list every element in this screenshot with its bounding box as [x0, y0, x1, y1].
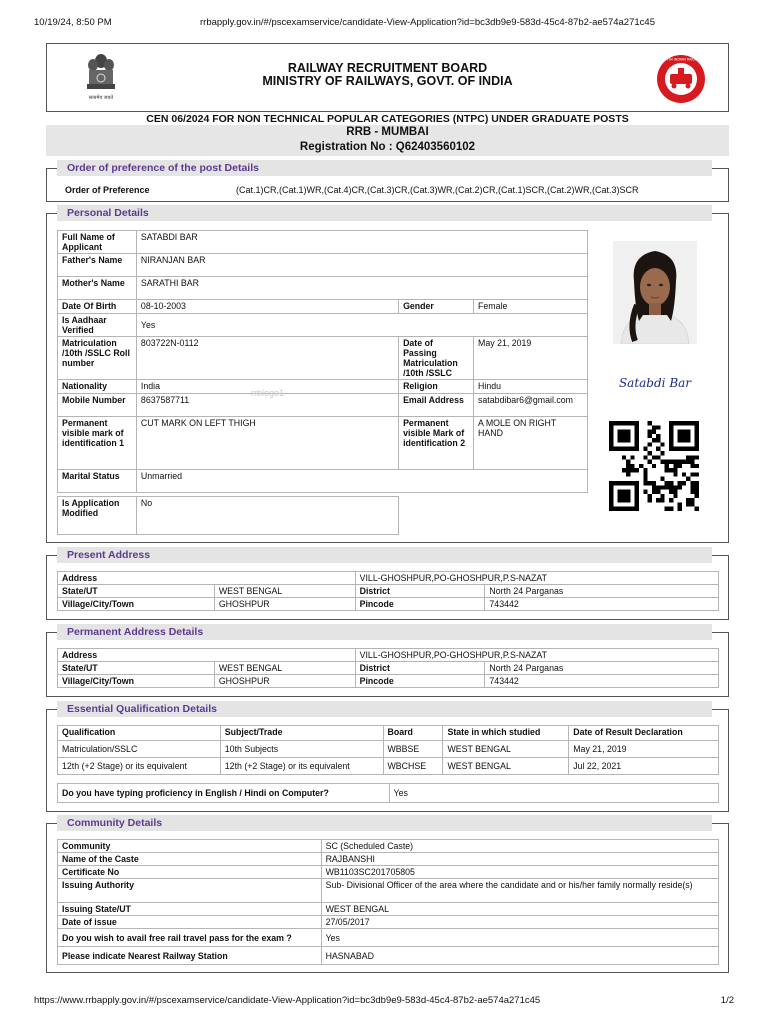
modified-label: Is Application Modified [58, 497, 137, 535]
qual-cell: Jul 22, 2021 [569, 758, 719, 775]
full-name-label: Full Name of Applicant [58, 231, 137, 254]
present-state-label: State/UT [58, 585, 215, 598]
preference-label: Order of Preference [65, 185, 150, 195]
gender-value: Female [474, 300, 588, 314]
personal-table [57, 230, 588, 493]
present-pincode-label: Pincode [355, 598, 485, 611]
permanent-village-value: GHOSHPUR [214, 675, 355, 688]
candidate-signature [613, 371, 697, 395]
table-row [58, 741, 719, 758]
permanent-address-value: VILL-GHOSHPUR,PO-GHOSHPUR,P.S-NAZAT [355, 649, 718, 662]
page-number: 1/2 [720, 995, 734, 1006]
nationality-value: India [136, 380, 398, 394]
present-address-label: Address [58, 572, 356, 585]
community-label: Community [58, 840, 322, 853]
community-label: Do you wish to avail free rail travel pass for the exam ? [58, 929, 322, 947]
marital-value: Unmarried [136, 470, 587, 493]
present-village-label: Village/City/Town [58, 598, 215, 611]
permanent-state-label: State/UT [58, 662, 215, 675]
community-section [46, 817, 729, 973]
community-title: Community Details [57, 815, 712, 831]
qr-code [607, 421, 701, 511]
qual-header: State in which studied [443, 726, 569, 741]
community-label: Date of issue [58, 916, 322, 929]
org-title: RAILWAY RECRUITMENT BOARD [287, 61, 488, 75]
nationality-label: Nationality [58, 380, 137, 394]
permanent-state-value: WEST BENGAL [214, 662, 355, 675]
modified-value: No [136, 497, 398, 535]
present-village-value: GHOSHPUR [214, 598, 355, 611]
cen-title: CEN 06/2024 FOR NON TECHNICAL POPULAR CATEGORIES (NTPC) UNDER GRADUATE POSTS [146, 113, 629, 125]
present-address-section [46, 549, 729, 620]
qual-cell: May 21, 2019 [569, 741, 719, 758]
religion-label: Religion [399, 380, 474, 394]
mobile-label: Mobile Number [58, 394, 137, 417]
mark2-label: Permanent visible Mark of identification 2 [399, 417, 474, 470]
rrb-band [46, 125, 729, 156]
email-label: Email Address [399, 394, 474, 417]
permanent-address-section [46, 626, 729, 697]
community-value: Yes [321, 929, 718, 947]
candidate-photo [613, 241, 697, 344]
qualification-table [57, 725, 719, 775]
table-row [58, 903, 719, 916]
registration-number: Registration No : Q62403560102 [299, 141, 476, 153]
preference-value: (Cat.1)CR,(Cat.1)WR,(Cat.4)CR,(Cat.3)CR,(Cat.3)WR,(Cat.2)CR,(Cat.1)SCR,(Cat.2)WR,(Cat.3)SCR [236, 185, 639, 195]
qualification-title: Essential Qualification Details [57, 701, 712, 717]
indian-railways-logo-icon [656, 54, 706, 104]
qual-cell: Matriculation/SSLC [58, 741, 221, 758]
present-state-value: WEST BENGAL [214, 585, 355, 598]
signature-text: Satabdi Bar [618, 376, 692, 390]
community-value: HASNABAD [321, 947, 718, 965]
qual-cell: WBBSE [383, 741, 443, 758]
gender-label: Gender [399, 300, 474, 314]
present-pincode-value: 743442 [485, 598, 719, 611]
qual-cell: WEST BENGAL [443, 758, 569, 775]
print-datetime: 10/19/24, 8:50 PM [34, 17, 112, 28]
table-row [58, 853, 719, 866]
dob-value: 08-10-2003 [136, 300, 398, 314]
permanent-pincode-value: 743442 [485, 675, 719, 688]
community-label: Certificate No [58, 866, 322, 879]
table-row [58, 916, 719, 929]
community-label: Issuing State/UT [58, 903, 322, 916]
present-district-value: North 24 Parganas [485, 585, 719, 598]
permanent-village-label: Village/City/Town [58, 675, 215, 688]
qual-header: Date of Result Declaration [569, 726, 719, 741]
typing-table [57, 783, 719, 803]
marital-label: Marital Status [58, 470, 137, 493]
aadhaar-label: Is Aadhaar Verified [58, 314, 137, 337]
community-value: RAJBANSHI [321, 853, 718, 866]
community-value: Sub- Divisional Officer of the area where the candidate and or his/her family normally reside(s) [321, 879, 718, 903]
railways-logo-text: भारतीय रेल INDIAN RAILWAYS [658, 57, 704, 62]
table-row [58, 758, 719, 775]
mark2-value: A MOLE ON RIGHT HAND [474, 417, 588, 470]
matric-date-value: May 21, 2019 [474, 337, 588, 380]
table-row [58, 947, 719, 965]
ministry-title: MINISTRY OF RAILWAYS, GOVT. OF INDIA [262, 74, 513, 88]
community-value: WEST BENGAL [321, 903, 718, 916]
footer-url[interactable]: https://www.rrbapply.gov.in/#/pscexamservice/candidate-View-Application?id=bc3db9e9-583d-45c4-87b2-ae574a271c45 [34, 995, 541, 1006]
community-value: SC (Scheduled Caste) [321, 840, 718, 853]
table-row [58, 929, 719, 947]
table-row [58, 866, 719, 879]
mobile-value: 8637587711 [136, 394, 398, 417]
full-name-value: SATABDI BAR [136, 231, 587, 254]
typing-value: Yes [389, 784, 718, 803]
mother-name-label: Mother's Name [58, 277, 137, 300]
qual-cell: WBCHSE [383, 758, 443, 775]
matric-roll-label: Matriculation /10th /SSLC Roll number [58, 337, 137, 380]
father-name-value: NIRANJAN BAR [136, 254, 587, 277]
qual-header: Board [383, 726, 443, 741]
typing-label: Do you have typing proficiency in English / Hindi on Computer? [58, 784, 390, 803]
qualification-section [46, 703, 729, 812]
header-box [46, 43, 729, 112]
permanent-district-label: District [355, 662, 485, 675]
mark1-value: CUT MARK ON LEFT THIGH [136, 417, 398, 470]
emblem-caption: सत्यमेव जयते [88, 95, 114, 101]
present-address-title: Present Address [57, 547, 712, 563]
community-label: Please indicate Nearest Railway Station [58, 947, 322, 965]
religion-value: Hindu [474, 380, 588, 394]
qual-cell: 10th Subjects [220, 741, 383, 758]
print-header [34, 17, 734, 29]
qual-cell: 12th (+2 Stage) or its equivalent [220, 758, 383, 775]
table-row [58, 879, 719, 903]
preference-section [46, 162, 729, 202]
matric-roll-value: 803722N-0112 [136, 337, 398, 380]
community-label: Issuing Authority [58, 879, 322, 903]
dob-label: Date Of Birth [58, 300, 137, 314]
community-value: WB1103SC201705805 [321, 866, 718, 879]
father-name-label: Father's Name [58, 254, 137, 277]
email-value: satabdibar6@gmail.com [474, 394, 588, 417]
watermark-text: rrblogo1 [251, 388, 285, 398]
rrb-name: RRB - MUMBAI [346, 126, 429, 138]
qual-header: Subject/Trade [220, 726, 383, 741]
matric-date-label: Date of Passing Matriculation /10th /SSLC [399, 337, 474, 380]
qual-cell: WEST BENGAL [443, 741, 569, 758]
aadhaar-value: Yes [136, 314, 587, 337]
permanent-address-label: Address [58, 649, 356, 662]
print-footer [34, 995, 734, 1007]
modified-table [57, 496, 399, 535]
community-label: Name of the Caste [58, 853, 322, 866]
permanent-district-value: North 24 Parganas [485, 662, 719, 675]
print-url: rrbapply.gov.in/#/pscexamservice/candidate-View-Application?id=bc3db9e9-583d-45c4-87b2-ae574a271c45 [200, 17, 655, 28]
community-value: 27/05/2017 [321, 916, 718, 929]
present-district-label: District [355, 585, 485, 598]
personal-section [46, 207, 729, 543]
mother-name-value: SARATHI BAR [136, 277, 587, 300]
qual-cell: 12th (+2 Stage) or its equivalent [58, 758, 221, 775]
table-row [58, 840, 719, 853]
community-table [57, 839, 719, 965]
present-address-value: VILL-GHOSHPUR,PO-GHOSHPUR,P.S-NAZAT [355, 572, 718, 585]
permanent-pincode-label: Pincode [355, 675, 485, 688]
present-address-table [57, 571, 719, 611]
mark1-label: Permanent visible mark of identification 1 [58, 417, 137, 470]
preference-section-title: Order of preference of the post Details [57, 160, 712, 176]
qual-header: Qualification [58, 726, 221, 741]
permanent-address-table [57, 648, 719, 688]
permanent-address-title: Permanent Address Details [57, 624, 712, 640]
personal-section-title: Personal Details [57, 205, 712, 221]
